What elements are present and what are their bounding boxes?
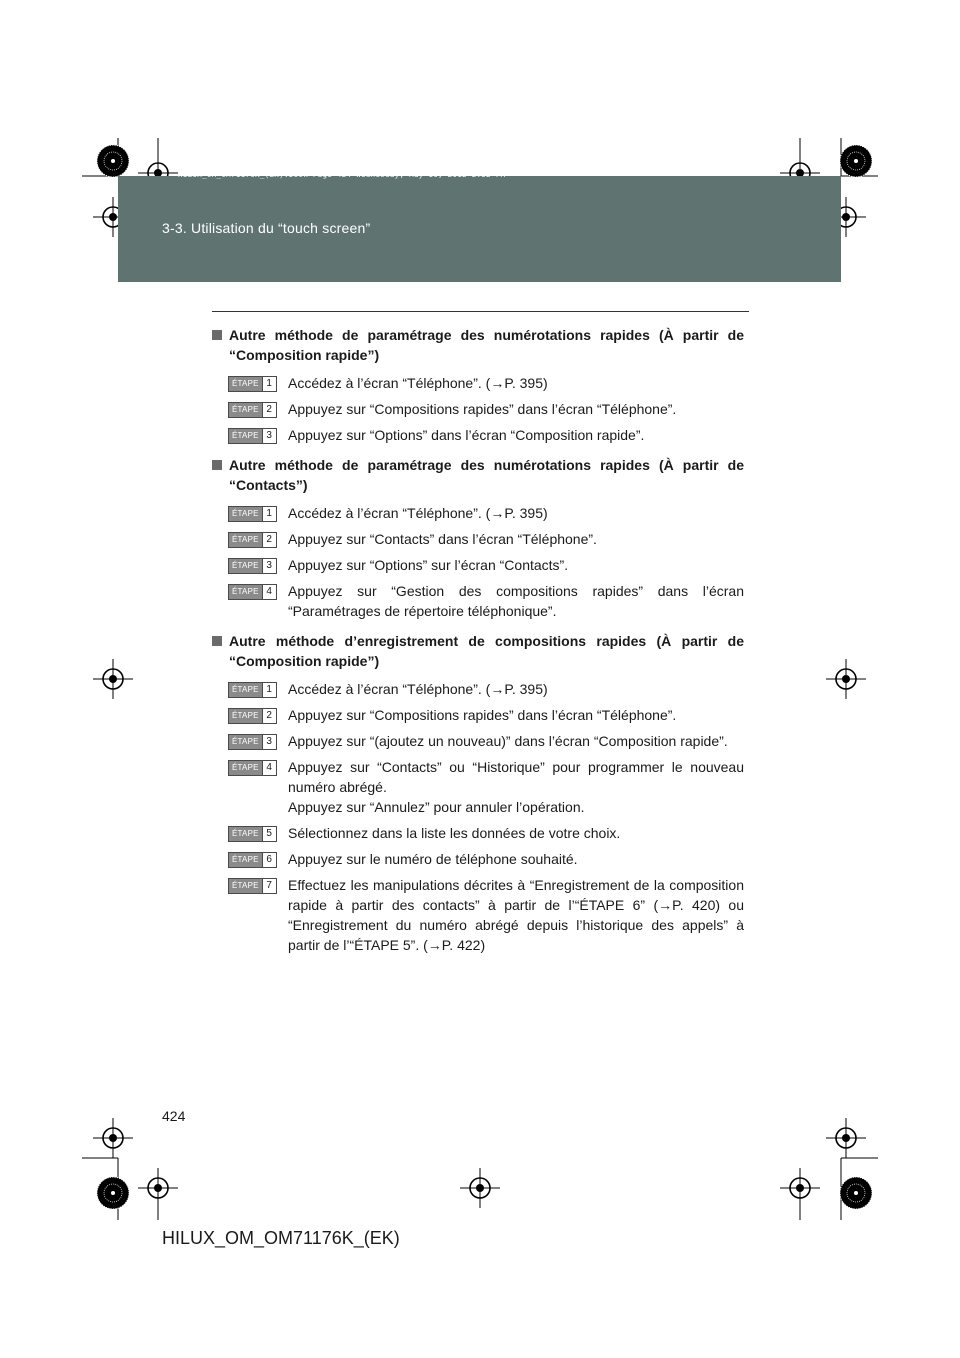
content	[212, 325, 744, 965]
step-badge-word: ÉTAPE	[229, 735, 262, 749]
step-badge-number: 1	[262, 377, 276, 391]
step-badge-word: ÉTAPE	[229, 429, 262, 443]
step-badge	[228, 734, 277, 750]
step-badge-word: ÉTAPE	[229, 377, 262, 391]
square-bullet-icon	[212, 460, 222, 470]
step-badge	[228, 558, 277, 574]
step-text: Appuyez sur “Options” sur l’écran “Contacts”.	[288, 557, 569, 573]
top-rule	[212, 311, 749, 312]
step-badge-number: 4	[262, 761, 276, 775]
group-heading	[212, 631, 744, 671]
step-text: Appuyez sur “Gestion des compositions rapides” dans l’écran “Paramétrages de répertoire téléphonique”.	[288, 583, 744, 619]
step-badge-number: 3	[262, 559, 276, 573]
step-badge	[228, 708, 277, 724]
group-heading-text: Autre méthode d’enregistrement de compositions rapides (À partir de “Composition rapide”)	[229, 633, 744, 669]
step-badge-word: ÉTAPE	[229, 761, 262, 775]
step-text: Accédez à l’écran “Téléphone”. (→P. 395)	[288, 505, 548, 521]
step-badge	[228, 376, 277, 392]
step-item	[212, 823, 744, 843]
book-meta-line: HILUX_OM_OM71176K_(EK).book Page 424 Wednesday, May 16, 2012 2:32 PM	[178, 170, 506, 179]
step-badge	[228, 506, 277, 522]
step-item	[212, 757, 744, 817]
step-text: Sélectionnez dans la liste les données de votre choix.	[288, 825, 621, 841]
step-badge-number: 2	[262, 709, 276, 723]
step-badge	[228, 428, 277, 444]
step-badge-number: 1	[262, 507, 276, 521]
step-text: Appuyez sur “Compositions rapides” dans l’écran “Téléphone”.	[288, 401, 677, 417]
step-badge	[228, 532, 277, 548]
step-badge	[228, 878, 277, 894]
step-item	[212, 373, 744, 393]
step-badge-number: 2	[262, 403, 276, 417]
step-badge-word: ÉTAPE	[229, 683, 262, 697]
footer-code: HILUX_OM_OM71176K_(EK)	[162, 1228, 400, 1248]
step-text: Appuyez sur “Options” dans l’écran “Composition rapide”.	[288, 427, 645, 443]
step-item	[212, 503, 744, 523]
step-badge	[228, 584, 277, 600]
step-badge	[228, 402, 277, 418]
step-text: Appuyez sur le numéro de téléphone souhaité.	[288, 851, 578, 867]
step-item	[212, 875, 744, 955]
step-badge-word: ÉTAPE	[229, 403, 262, 417]
step-badge-word: ÉTAPE	[229, 853, 262, 867]
step-badge-number: 4	[262, 585, 276, 599]
step-badge-number: 1	[262, 683, 276, 697]
group-heading-text: Autre méthode de paramétrage des numérotations rapides (À partir de “Contacts”)	[229, 457, 744, 493]
step-badge-number: 3	[262, 429, 276, 443]
step-badge	[228, 852, 277, 868]
step-badge	[228, 682, 277, 698]
step-item	[212, 679, 744, 699]
group-heading-text: Autre méthode de paramétrage des numérotations rapides (À partir de “Composition rapide”)	[229, 327, 744, 363]
step-badge-number: 7	[262, 879, 276, 893]
step-text: Accédez à l’écran “Téléphone”. (→P. 395)	[288, 681, 548, 697]
group-spacer	[212, 961, 744, 965]
step-text: Appuyez sur “Contacts” dans l’écran “Téléphone”.	[288, 531, 597, 547]
section-title: 3-3. Utilisation du “touch screen”	[162, 220, 371, 236]
group-heading	[212, 325, 744, 365]
step-item	[212, 849, 744, 869]
step-badge-word: ÉTAPE	[229, 559, 262, 573]
step-badge-number: 2	[262, 533, 276, 547]
square-bullet-icon	[212, 330, 222, 340]
step-item	[212, 731, 744, 751]
page-number: 424	[162, 1108, 186, 1124]
step-item	[212, 705, 744, 725]
step-badge-number: 6	[262, 853, 276, 867]
step-note: Appuyez sur “Annulez” pour annuler l’opération.	[288, 799, 585, 815]
step-item	[212, 529, 744, 549]
group-heading	[212, 455, 744, 495]
step-text: Appuyez sur “Contacts” ou “Historique” pour programmer le nouveau numéro abrégé.	[288, 759, 744, 795]
step-badge-word: ÉTAPE	[229, 709, 262, 723]
step-item	[212, 425, 744, 445]
step-badge-word: ÉTAPE	[229, 585, 262, 599]
step-badge-word: ÉTAPE	[229, 533, 262, 547]
step-badge	[228, 760, 277, 776]
step-badge	[228, 826, 277, 842]
step-badge-word: ÉTAPE	[229, 507, 262, 521]
step-text: Accédez à l’écran “Téléphone”. (→P. 395)	[288, 375, 548, 391]
step-item	[212, 555, 744, 575]
square-bullet-icon	[212, 636, 222, 646]
step-text: Appuyez sur “Compositions rapides” dans l’écran “Téléphone”.	[288, 707, 677, 723]
step-item	[212, 581, 744, 621]
step-item	[212, 399, 744, 419]
step-text: Appuyez sur “(ajoutez un nouveau)” dans l’écran “Composition rapide”.	[288, 733, 728, 749]
step-badge-number: 5	[262, 827, 276, 841]
step-badge-word: ÉTAPE	[229, 827, 262, 841]
step-text: Effectuez les manipulations décrites à “Enregistrement de la composition rapide à partir des contacts” à partir de l’“ÉTAPE 6” (→P. 420) ou “Enregistrement du numéro abrégé depuis l’historique des appels” à partir de l’“ÉTAPE 5”. (→P. 422)	[288, 877, 744, 953]
step-badge-number: 3	[262, 735, 276, 749]
step-badge-word: ÉTAPE	[229, 879, 262, 893]
